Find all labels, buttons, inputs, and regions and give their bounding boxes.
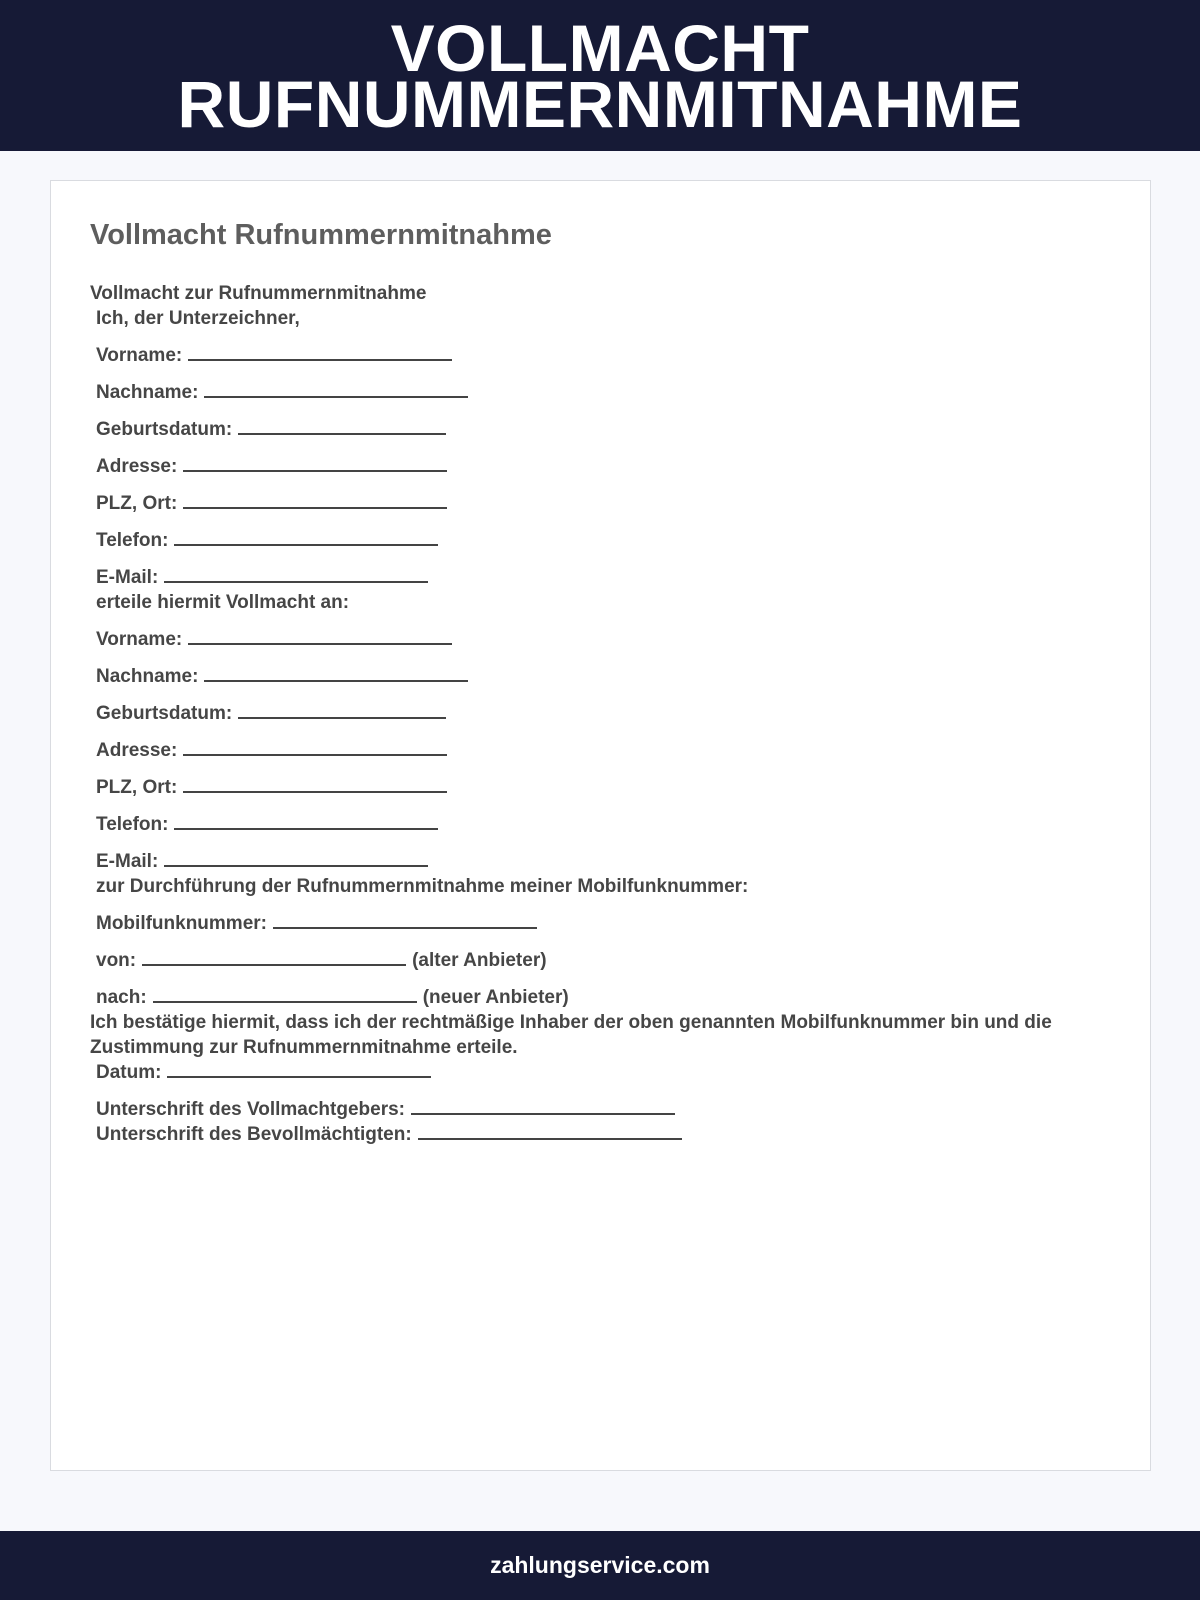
grantor-geburtsdatum-field [90,417,1090,442]
fill-in-line[interactable] [238,419,446,435]
signature-agent-field [90,1122,1090,1147]
grantor-email-field [90,565,1090,590]
purpose-text: zur Durchführung der Rufnummernmitnahme meiner Mobilfunknummer: [96,876,749,897]
agent-adresse-field [90,738,1090,763]
fill-in-line[interactable] [183,740,447,756]
field-label: Unterschrift des Vollmachtgebers: [96,1099,406,1120]
fill-in-line[interactable] [204,666,468,682]
field-label: Telefon: [96,530,169,551]
agent-nachname-field [90,664,1090,689]
grantor-vorname-field [90,343,1090,368]
von-field [90,948,1090,973]
fill-in-line[interactable] [167,1062,431,1078]
document-title: Vollmacht Rufnummernmitnahme [90,219,552,251]
mobilfunknummer-field [90,911,1090,936]
fill-in-line[interactable] [204,382,468,398]
page-footer [0,1531,1200,1600]
agent-telefon-field [90,812,1090,837]
fill-in-line[interactable] [153,987,417,1003]
confirmation-text: Ich bestätige hiermit, dass ich der rechtmäßige Inhaber der oben genannten Mobilfunknummer bin und die Zustimmung zur Rufnummernmitnahme erteile. [90,1012,1052,1058]
datum-field [90,1060,1090,1085]
fill-in-line[interactable] [174,530,438,546]
agent-plz-ort-field [90,775,1090,800]
document-card [50,180,1151,1471]
signature-grantor-field [90,1097,1090,1122]
field-label: Mobilfunknummer: [96,913,267,934]
field-suffix: (neuer Anbieter) [422,987,569,1008]
fill-in-line[interactable] [238,703,446,719]
agent-geburtsdatum-field [90,701,1090,726]
fill-in-line[interactable] [164,851,428,867]
field-label: Adresse: [96,456,178,477]
field-label: E-Mail: [96,851,159,872]
nach-field [90,985,1090,1010]
header-title-line-1: VOLLMACHT [390,10,810,85]
fill-in-line[interactable] [142,950,406,966]
field-label: Vorname: [96,345,183,366]
field-label: Datum: [96,1062,162,1083]
grantor-adresse-field [90,454,1090,479]
grantor-telefon-field [90,528,1090,553]
field-suffix: (alter Anbieter) [412,950,547,971]
fill-in-line[interactable] [164,567,428,583]
grantor-plz-ort-field [90,491,1090,516]
field-label: Geburtsdatum: [96,703,233,724]
grant-text: erteile hiermit Vollmacht an: [96,592,350,613]
field-label: PLZ, Ort: [96,493,178,514]
field-label: Geburtsdatum: [96,419,233,440]
field-label: Nachname: [96,666,199,687]
field-label: Nachname: [96,382,199,403]
field-label: Adresse: [96,740,178,761]
header-title-line-2: RUFNUMMERNMITNAHME [177,66,1023,141]
footer-site-name: zahlungservice.com [490,1552,710,1578]
field-label: Vorname: [96,629,183,650]
field-label: nach: [96,987,147,1008]
field-label: E-Mail: [96,567,159,588]
fill-in-line[interactable] [183,777,447,793]
document-body [90,281,1090,1147]
field-label: Telefon: [96,814,169,835]
fill-in-line[interactable] [418,1124,682,1140]
field-label: Unterschrift des Bevollmächtigten: [96,1124,412,1145]
fill-in-line[interactable] [273,913,537,929]
fill-in-line[interactable] [183,456,447,472]
field-label: von: [96,950,137,971]
agent-vorname-field [90,627,1090,652]
fill-in-line[interactable] [188,345,452,361]
fill-in-line[interactable] [174,814,438,830]
field-label: PLZ, Ort: [96,777,178,798]
intro-text: Ich, der Unterzeichner, [96,308,300,329]
fill-in-line[interactable] [188,629,452,645]
fill-in-line[interactable] [183,493,447,509]
fill-in-line[interactable] [411,1099,675,1115]
document-heading: Vollmacht zur Rufnummernmitnahme [90,283,427,304]
grantor-nachname-field [90,380,1090,405]
page-header [0,0,1200,151]
agent-email-field [90,849,1090,874]
